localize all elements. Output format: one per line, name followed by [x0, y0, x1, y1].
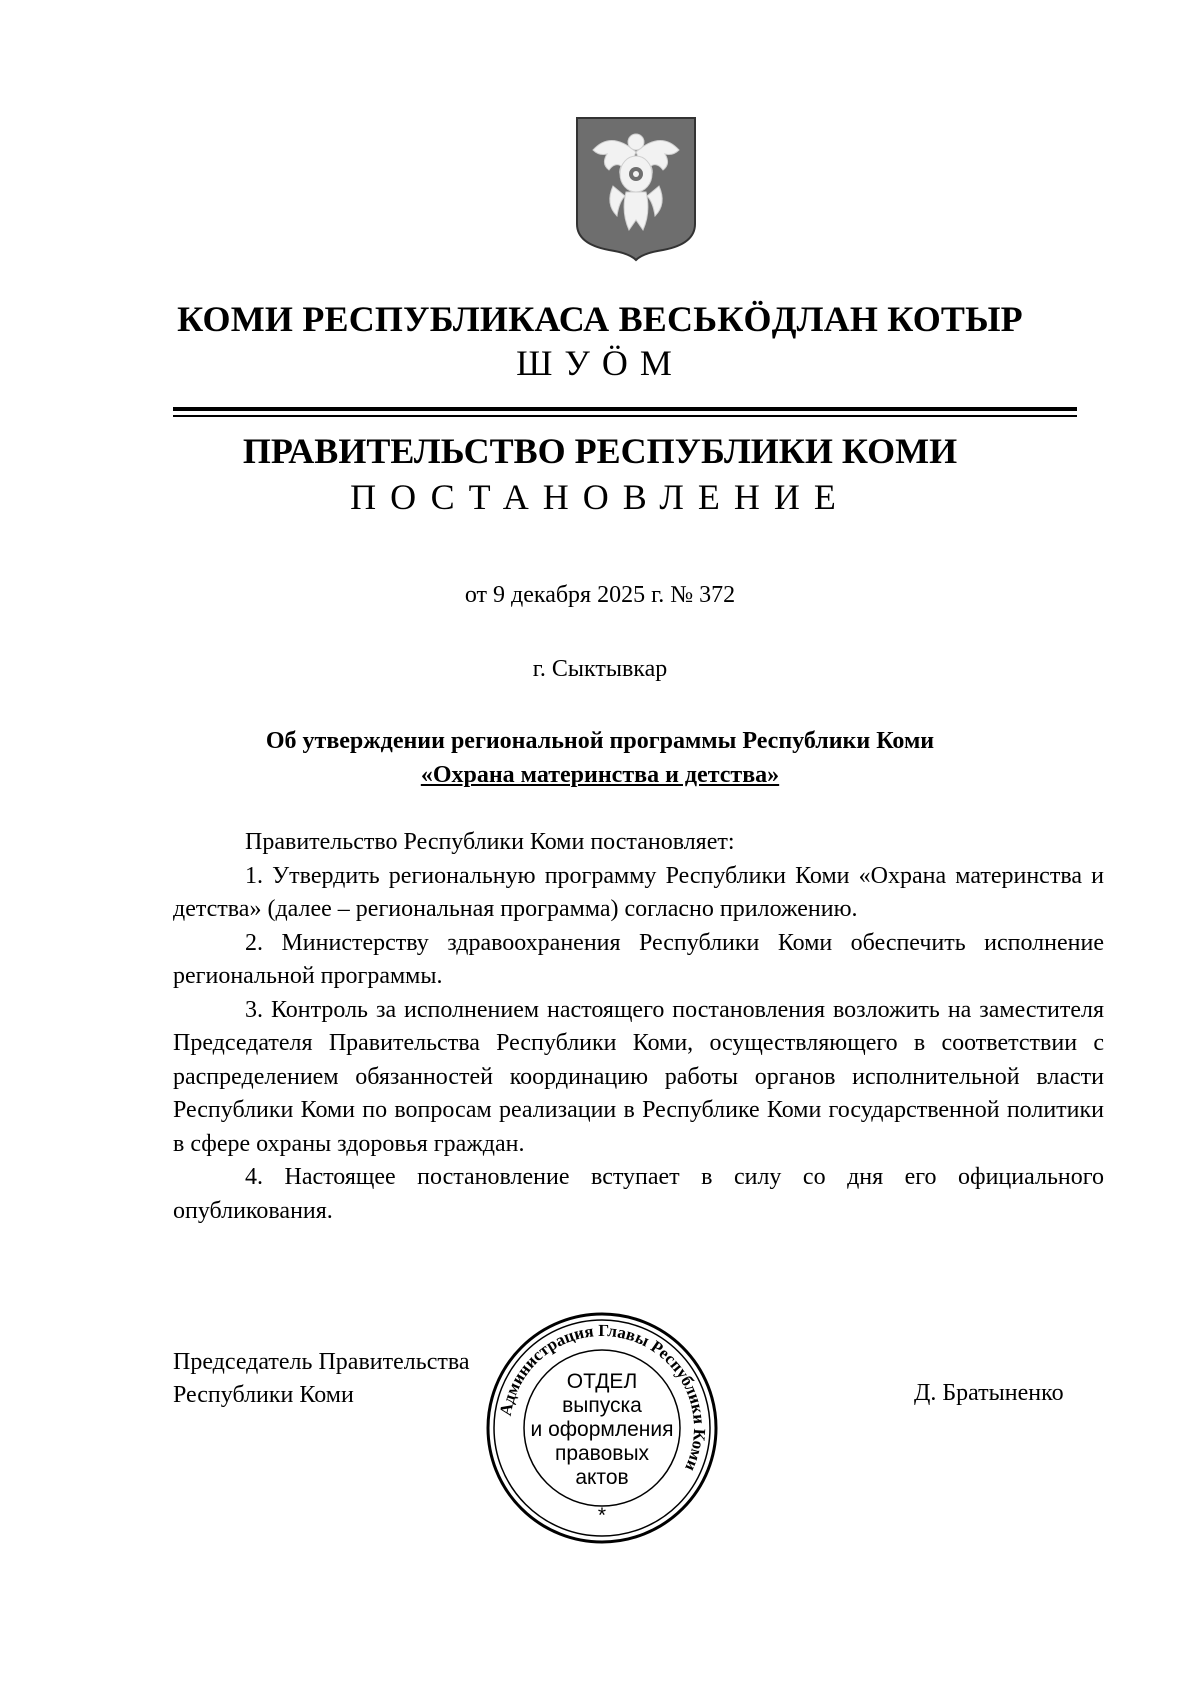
body-intro: Правительство Республики Коми постановляет: [245, 829, 735, 855]
stamp-line3: и оформления [530, 1418, 674, 1441]
coat-of-arms-icon [571, 112, 701, 262]
document-type: ПОСТАНОВЛЕНИЕ [350, 477, 850, 517]
document-body [173, 826, 1104, 1228]
signatory-name: Д. Братыненко [914, 1380, 1064, 1406]
document-city: г. Сыктывкар [532, 656, 668, 682]
document-date: от 9 декабря 2025 г. № 372 [464, 582, 736, 608]
document-title-line2 [0, 762, 1200, 789]
komi-title: КОМИ РЕСПУБЛИКАСА ВЕСЬКӦДЛАН КОТЫР [177, 299, 1023, 339]
government-title: ПРАВИТЕЛЬСТВО РЕСПУБЛИКИ КОМИ [242, 431, 958, 471]
stamp-line4: правовых [554, 1442, 650, 1465]
signatory-position-line2: Республики Коми [173, 1382, 354, 1408]
stamp-star: * [597, 1504, 607, 1527]
body-item-2: 2. Министерству здравоохранения Республики Коми обеспечить исполнение региональной программы. [173, 929, 1104, 989]
header-divider-thin [173, 415, 1077, 417]
komi-subtitle: ШУӦМ [516, 343, 684, 383]
stamp-line2: выпуска [562, 1394, 642, 1417]
stamp-line5: актов [575, 1466, 629, 1489]
header-divider-thick [173, 407, 1077, 411]
signatory-position-line1: Председатель Правительства [173, 1349, 470, 1375]
body-item-3: 3. Контроль за исполнением настоящего постановления возложить на заместителя Председателя Правительства Республики Коми, осуществляющего в соответствии с распределением обязанностей координацию работы органов исполнительной власти Республики Коми по вопросам реализации в Республике Коми государственной политики в сфере охраны здоровья граждан. [173, 996, 1104, 1157]
document-title-line1: Об утверждении региональной программы Республики Коми [265, 728, 935, 754]
body-item-4: 4. Настоящее постановление вступает в силу со дня его официального опубликования. [173, 1164, 1104, 1224]
official-stamp [484, 1310, 720, 1546]
stamp-line1: ОТДЕЛ [566, 1370, 638, 1393]
body-item-1: 1. Утвердить региональную программу Республики Коми «Охрана материнства и детства» (далее – региональная программа) согласно приложению. [173, 862, 1104, 922]
stamp-ring-text: Администрация Главы Республики Коми [495, 1320, 710, 1475]
signatory-position [173, 1346, 470, 1412]
document-title-underlined: «Охрана материнства и детства» [420, 762, 780, 788]
